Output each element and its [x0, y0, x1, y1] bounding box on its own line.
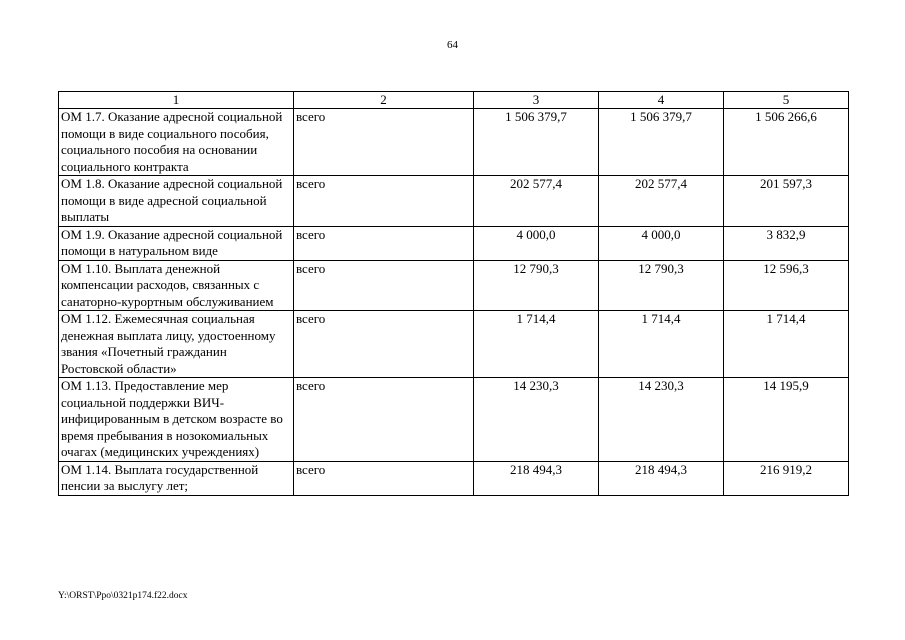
row-type: всего: [294, 109, 474, 176]
row-type: всего: [294, 461, 474, 495]
row-value-4: 4 000,0: [599, 226, 724, 260]
row-name: ОМ 1.14. Выплата государственной пенсии за выслугу лет;: [59, 461, 294, 495]
row-name: ОМ 1.13. Предоставление мер социальной поддержки ВИЧ-инфицированным в детском возрасте во время пребывания в нозокомиальных очагах (медицинских учреждениях): [59, 378, 294, 462]
table-row: [59, 260, 849, 311]
header-col-2: 2: [294, 92, 474, 109]
row-value-3: 1 506 379,7: [474, 109, 599, 176]
row-value-4: 202 577,4: [599, 176, 724, 227]
footer-file-path: Y:\ORST\Ppo\0321p174.f22.docx: [58, 591, 188, 601]
row-name: ОМ 1.9. Оказание адресной социальной помощи в натуральном виде: [59, 226, 294, 260]
table-row: [59, 311, 849, 378]
row-value-3: 4 000,0: [474, 226, 599, 260]
row-value-4: 1 506 379,7: [599, 109, 724, 176]
row-name: ОМ 1.10. Выплата денежной компенсации расходов, связанных с санаторно-курортным обслуживанием: [59, 260, 294, 311]
row-value-4: 218 494,3: [599, 461, 724, 495]
row-value-5: 201 597,3: [724, 176, 849, 227]
row-type: всего: [294, 378, 474, 462]
row-value-5: 216 919,2: [724, 461, 849, 495]
row-value-5: 12 596,3: [724, 260, 849, 311]
table-header-row: [59, 92, 849, 109]
row-value-4: 12 790,3: [599, 260, 724, 311]
header-col-1: 1: [59, 92, 294, 109]
row-type: всего: [294, 176, 474, 227]
row-type: всего: [294, 311, 474, 378]
row-value-3: 1 714,4: [474, 311, 599, 378]
row-value-5: 1 714,4: [724, 311, 849, 378]
row-value-5: 14 195,9: [724, 378, 849, 462]
row-value-5: 1 506 266,6: [724, 109, 849, 176]
page-number: 64: [447, 39, 458, 51]
row-value-4: 14 230,3: [599, 378, 724, 462]
table-row: [59, 378, 849, 462]
table-row: [59, 226, 849, 260]
header-col-5: 5: [724, 92, 849, 109]
budget-table: [58, 91, 849, 496]
table-row: [59, 109, 849, 176]
row-type: всего: [294, 226, 474, 260]
row-value-3: 218 494,3: [474, 461, 599, 495]
row-name: ОМ 1.12. Ежемесячная социальная денежная выплата лицу, удостоенному звания «Почетный гражданин Ростовской области»: [59, 311, 294, 378]
row-value-5: 3 832,9: [724, 226, 849, 260]
row-name: ОМ 1.8. Оказание адресной социальной помощи в виде адресной социальной выплаты: [59, 176, 294, 227]
table-row: [59, 461, 849, 495]
row-value-3: 14 230,3: [474, 378, 599, 462]
row-value-4: 1 714,4: [599, 311, 724, 378]
row-type: всего: [294, 260, 474, 311]
header-col-4: 4: [599, 92, 724, 109]
row-value-3: 12 790,3: [474, 260, 599, 311]
row-value-3: 202 577,4: [474, 176, 599, 227]
header-col-3: 3: [474, 92, 599, 109]
row-name: ОМ 1.7. Оказание адресной социальной помощи в виде социального пособия, социального пособия на основании социального контракта: [59, 109, 294, 176]
table-row: [59, 176, 849, 227]
